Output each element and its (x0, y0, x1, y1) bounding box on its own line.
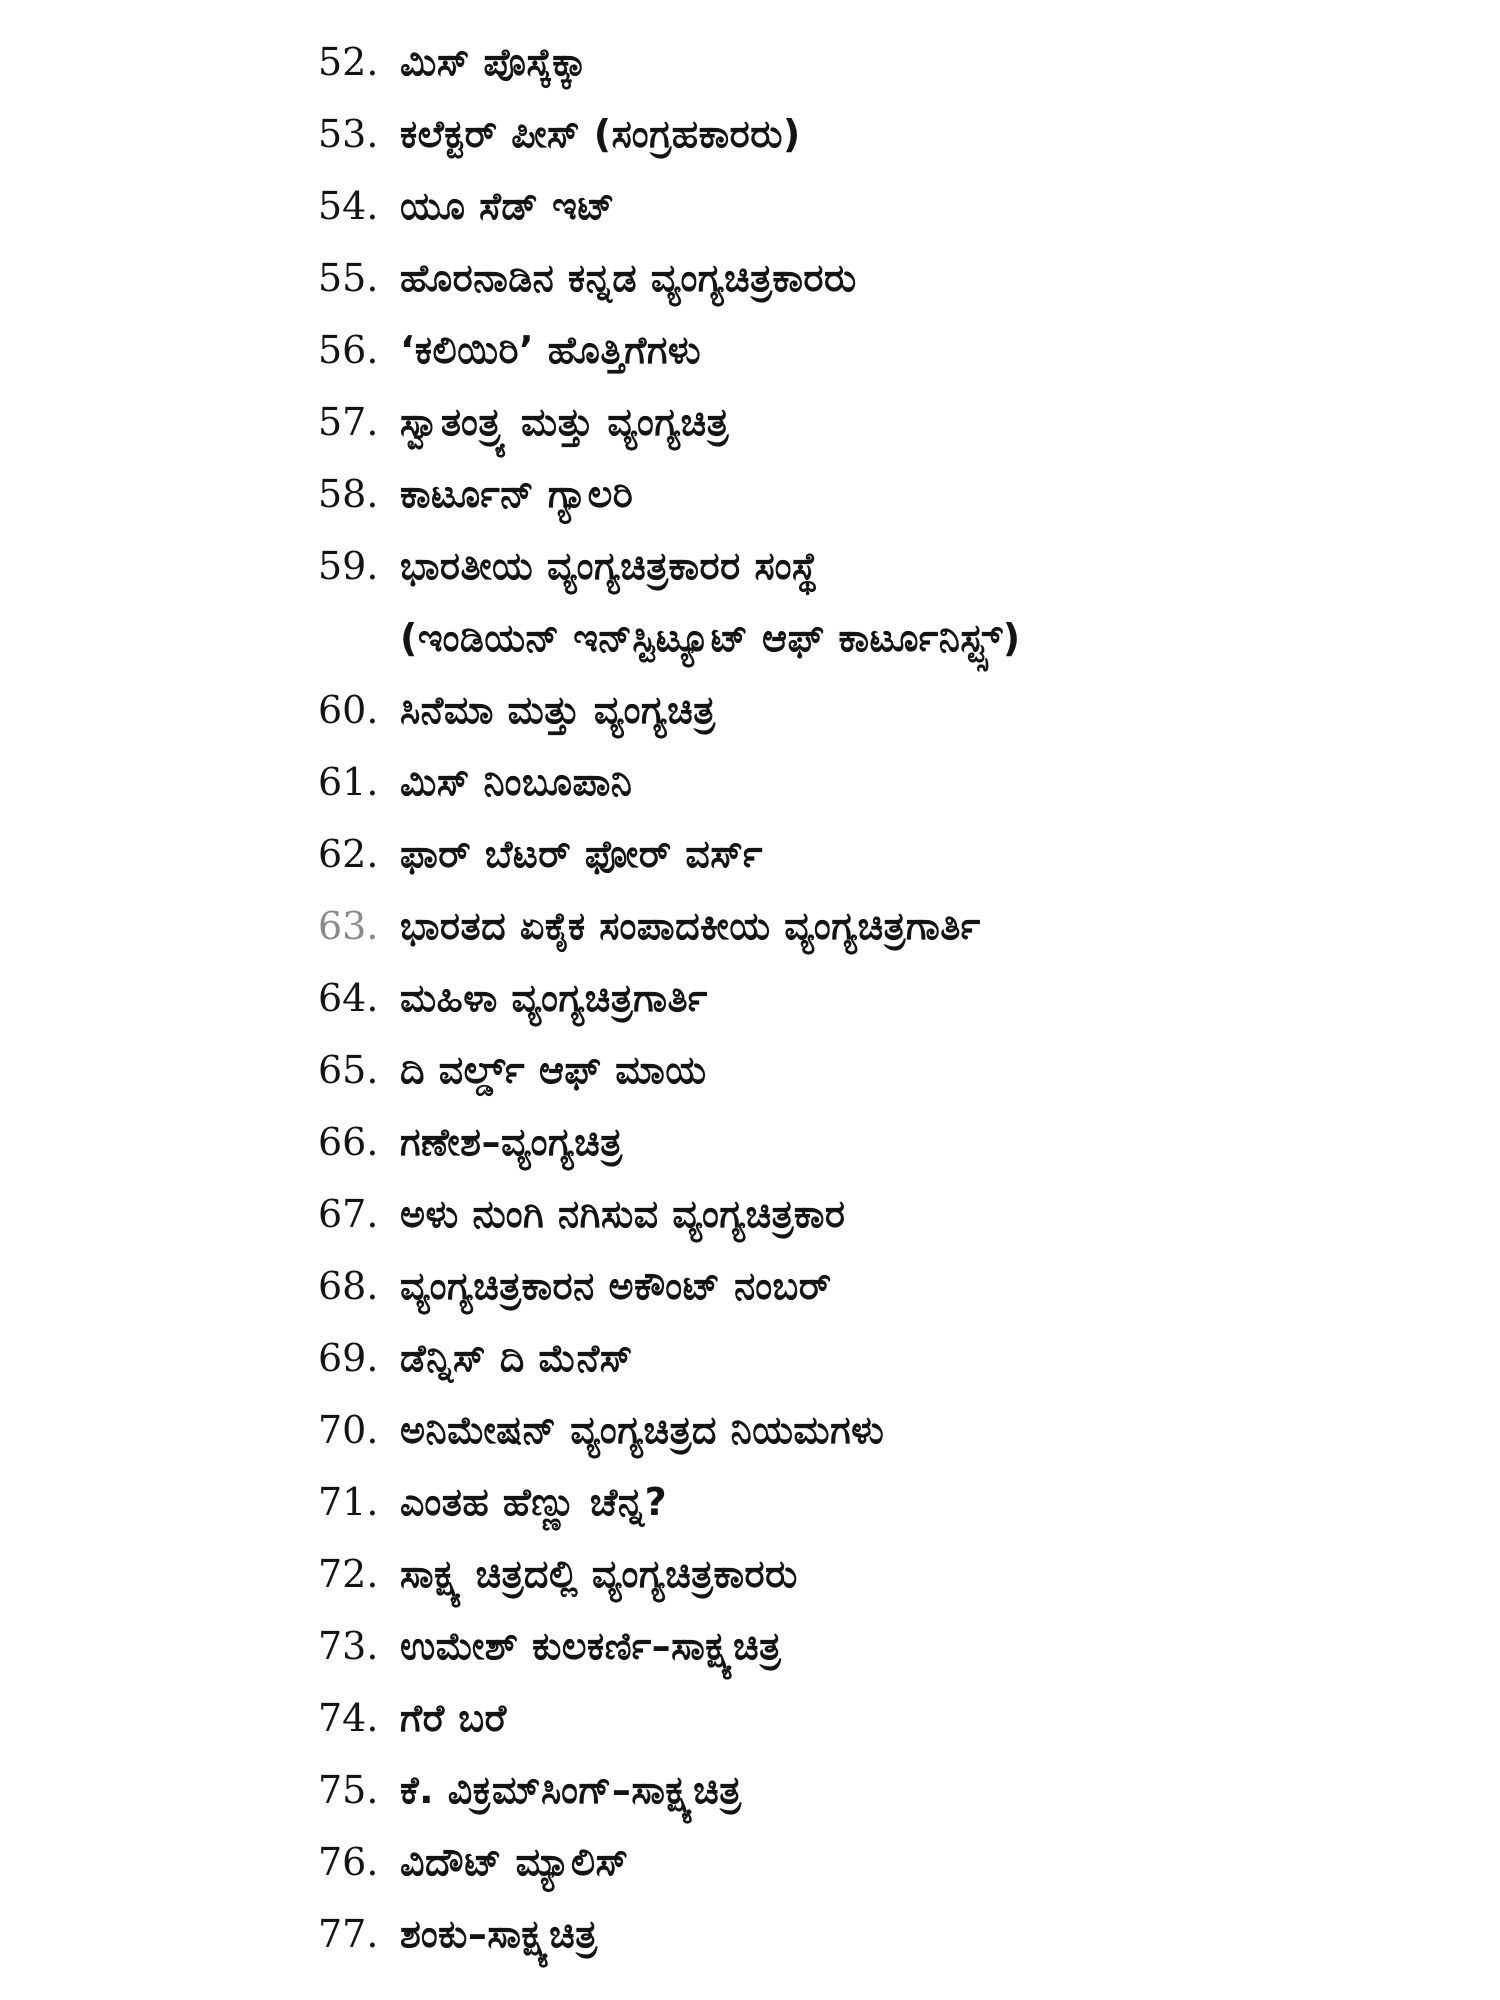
entry-number: 56. (318, 328, 379, 372)
entry-number: 64. (318, 976, 379, 1020)
entry-number: 65. (318, 1048, 379, 1092)
entry-title: ಮಿಸ್ ಪೊಸ್ಕೆಕ್ಕಾ (400, 40, 587, 84)
entry-title: ಶಂಕು–ಸಾಕ್ಷ್ಯಚಿತ್ರ (400, 1912, 598, 1956)
entry-title: ಎಂತಹ ಹೆಣ್ಣು ಚೆನ್ನ? (400, 1480, 668, 1524)
entry-title: ಅಳು ನುಂಗಿ ನಗಿಸುವ ವ್ಯಂಗ್ಯಚಿತ್ರಕಾರ (400, 1192, 846, 1236)
entry-number: 72. (318, 1552, 379, 1596)
entry-title: ಯೂ ಸೆಡ್ ಇಟ್ (400, 184, 616, 228)
entry-title: ‘ಕಲಿಯಿರಿ’ ಹೊತ್ತಿಗೆಗಳು (400, 328, 702, 372)
entry-title: ಗೆರೆ ಬರೆ (400, 1696, 507, 1740)
entry-title: ಸಾಕ್ಷ್ಯ ಚಿತ್ರದಲ್ಲಿ ವ್ಯಂಗ್ಯಚಿತ್ರಕಾರರು (400, 1552, 798, 1596)
entry-title: ಕೆ. ವಿಕ್ರಮ್‌ಸಿಂಗ್–ಸಾಕ್ಷ್ಯಚಿತ್ರ (400, 1768, 742, 1812)
entry-title: ಭಾರತೀಯ ವ್ಯಂಗ್ಯಚಿತ್ರಕಾರರ ಸಂಸ್ಥೆ (400, 544, 819, 588)
entry-title: ದಿ ವರ್ಲ್ಡ್ ಆಫ್ ಮಾಯ (400, 1048, 707, 1092)
entry-number: 77. (318, 1912, 379, 1956)
entry-number: 63. (318, 904, 379, 948)
entry-number: 67. (318, 1192, 379, 1236)
entry-number: 71. (318, 1480, 379, 1524)
entry-title: ವಿದೌಟ್ ಮ್ಯಾಲಿಸ್ (400, 1840, 629, 1884)
entry-title: ಸ್ವಾತಂತ್ರ್ಯ ಮತ್ತು ವ್ಯಂಗ್ಯಚಿತ್ರ (400, 400, 729, 444)
entry-title: ಮಹಿಳಾ ವ್ಯಂಗ್ಯಚಿತ್ರಗಾರ್ತಿ (400, 976, 708, 1020)
entry-title: ಗಣೇಶ–ವ್ಯಂಗ್ಯಚಿತ್ರ (400, 1120, 623, 1164)
entry-number: 74. (318, 1696, 379, 1740)
entry-number: 68. (318, 1264, 379, 1308)
entry-title: ಕಲೆಕ್ಟರ್ ಪೀಸ್ (ಸಂಗ್ರಹಕಾರರು) (400, 112, 801, 156)
entry-number: 52. (318, 40, 379, 84)
entry-number: 59. (318, 544, 379, 588)
entry-title-continuation: (ಇಂಡಿಯನ್ ಇನ್‌ಸ್ಟಿಟ್ಯೂಟ್ ಆಫ್ ಕಾರ್ಟೂನಿಸ್ಟ್ಸ್) (400, 616, 1021, 660)
entry-number: 54. (318, 184, 379, 228)
entry-title: ವ್ಯಂಗ್ಯಚಿತ್ರಕಾರನ ಅಕೌಂಟ್ ನಂಬರ್ (400, 1264, 832, 1308)
entry-title: ಅನಿಮೇಷನ್ ವ್ಯಂಗ್ಯಚಿತ್ರದ ನಿಯಮಗಳು (400, 1408, 885, 1452)
entry-title: ಭಾರತದ ಏಕೈಕ ಸಂಪಾದಕೀಯ ವ್ಯಂಗ್ಯಚಿತ್ರಗಾರ್ತಿ (400, 904, 981, 948)
entry-number: 69. (318, 1336, 379, 1380)
entry-title: ಹೊರನಾಡಿನ ಕನ್ನಡ ವ್ಯಂಗ್ಯಚಿತ್ರಕಾರರು (400, 256, 857, 300)
entry-number: 60. (318, 688, 379, 732)
entry-title: ಸಿನೆಮಾ ಮತ್ತು ವ್ಯಂಗ್ಯಚಿತ್ರ (400, 688, 716, 732)
entry-number: 66. (318, 1120, 379, 1164)
entry-number: 55. (318, 256, 379, 300)
entry-title: ಡೆನ್ನಿಸ್ ದಿ ಮೆನೆಸ್ (400, 1336, 633, 1380)
entry-title: ಉಮೇಶ್ ಕುಲಕರ್ಣಿ–ಸಾಕ್ಷ್ಯಚಿತ್ರ (400, 1624, 782, 1668)
entry-title: ಮಿಸ್ ನಿಂಬೂಪಾನಿ (400, 760, 633, 804)
entry-number: 76. (318, 1840, 379, 1884)
entry-number: 70. (318, 1408, 379, 1452)
entry-title: ಕಾರ್ಟೂನ್ ಗ್ಯಾಲರಿ (400, 472, 634, 516)
entry-title: ಫಾರ್ ಬೆಟರ್ ಫೋರ್ ವರ್ಸ್ (400, 832, 763, 876)
entry-number: 58. (318, 472, 379, 516)
entry-number: 73. (318, 1624, 379, 1668)
entry-number: 61. (318, 760, 379, 804)
entry-number: 75. (318, 1768, 379, 1812)
entry-number: 62. (318, 832, 379, 876)
entry-number: 53. (318, 112, 379, 156)
entry-number: 57. (318, 400, 379, 444)
